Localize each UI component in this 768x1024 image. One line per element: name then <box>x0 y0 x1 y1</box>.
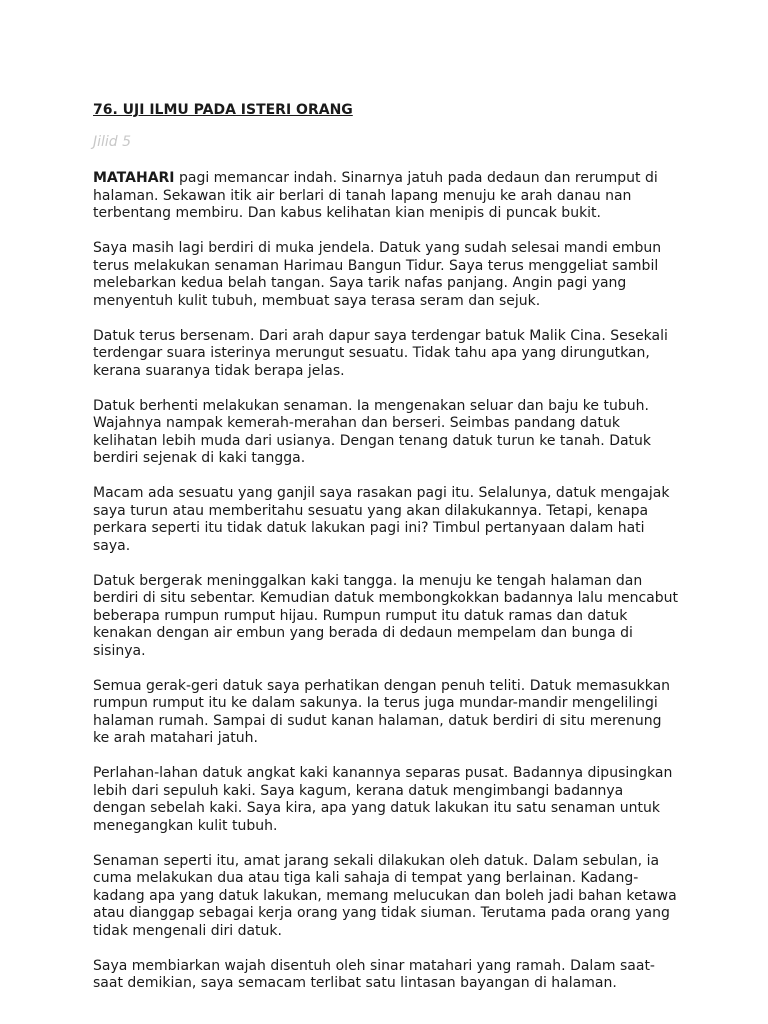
paragraph-text: pagi memancar indah. Sinarnya jatuh pada dedaun dan rerumput di halaman. Sekawan itik air berlari di tanah lapang menuju ke arah danau nan terbentang membiru. Dan kabus kelihatan kian menipis di puncak bukit. <box>93 170 658 221</box>
paragraph <box>93 170 678 223</box>
volume-label: Jilid 5 <box>93 134 132 150</box>
paragraph: Perlahan-lahan datuk angkat kaki kanannya separas pusat. Badannya dipusingkan lebih dari sepuluh kaki. Saya kagum, kerana datuk mengimbangi badannya dengan sebelah kaki. Saya kira, apa yang datuk lakukan itu satu senaman untuk menegangkan kulit tubuh. <box>93 765 673 834</box>
chapter-title: 76. UJI ILMU PADA ISTERI ORANG <box>93 102 353 118</box>
paragraph: Macam ada sesuatu yang ganjil saya rasakan pagi itu. Selalunya, datuk mengajak saya turun atau memberitahu sesuatu yang akan dilakukannya. Tetapi, kenapa perkara seperti itu tidak datuk lakukan pagi ini? Timbul pertanyaan dalam hati saya. <box>93 485 670 554</box>
paragraph: Saya membiarkan wajah disentuh oleh sinar matahari yang ramah. Dalam saat-saat demikian, saya semacam terlibat satu lintasan bayangan di halaman. <box>93 957 655 991</box>
paragraph: Datuk bergerak meninggalkan kaki tangga. Ia menuju ke tengah halaman dan berdiri di situ sebentar. Kemudian datuk membongkokkan badannya lalu mencabut beberapa rumpun rumput hijau. Rumpun rumput itu datuk ramas dan datuk kenakan dengan air embun yang berada di dedaun mempelam dan bunga di sisinya. <box>93 572 678 659</box>
paragraph: Datuk terus bersenam. Dari arah dapur saya terdengar batuk Malik Cina. Sesekali terdengar suara isterinya merungut sesuatu. Tidak tahu apa yang dirungutkan, kerana suaranya tidak berapa jelas. <box>93 327 668 379</box>
paragraph: Semua gerak-geri datuk saya perhatikan dengan penuh teliti. Datuk memasukkan rumpun rumput itu ke dalam sakunya. Ia terus juga mundar-mandir mengelilingi halaman rumah. Sampai di sudut kanan halaman, datuk berdiri di situ merenung ke arah matahari jatuh. <box>93 677 671 746</box>
paragraph: Saya masih lagi berdiri di muka jendela. Datuk yang sudah selesai mandi embun terus melakukan senaman Harimau Bangun Tidur. Saya terus menggeliat sambil melebarkan kedua belah tangan. Saya tarik nafas panjang. Angin pagi yang menyentuh kulit tubuh, membuat saya terasa seram dan sejuk. <box>93 240 662 309</box>
paragraph: Senaman seperti itu, amat jarang sekali dilakukan oleh datuk. Dalam sebulan, ia cuma melakukan dua atau tiga kali sahaja di tempat yang berlainan. Kadang-kadang apa yang datuk lakukan, memang melucukan dan boleh jadi bahan ketawa atau dianggap sebagai kerja orang yang tidak siuman. Terutama pada orang yang tidak mengenali diri datuk. <box>93 852 677 939</box>
paragraph: Datuk berhenti melakukan senaman. Ia mengenakan seluar dan baju ke tubuh. Wajahnya nampak kemerah-merahan dan berseri. Seimbas pandang datuk kelihatan lebih muda dari usianya. Dengan tenang datuk turun ke tanah. Datuk berdiri sejenak di kaki tangga. <box>93 397 652 466</box>
paragraph-lead-word: MATAHARI <box>93 170 175 186</box>
